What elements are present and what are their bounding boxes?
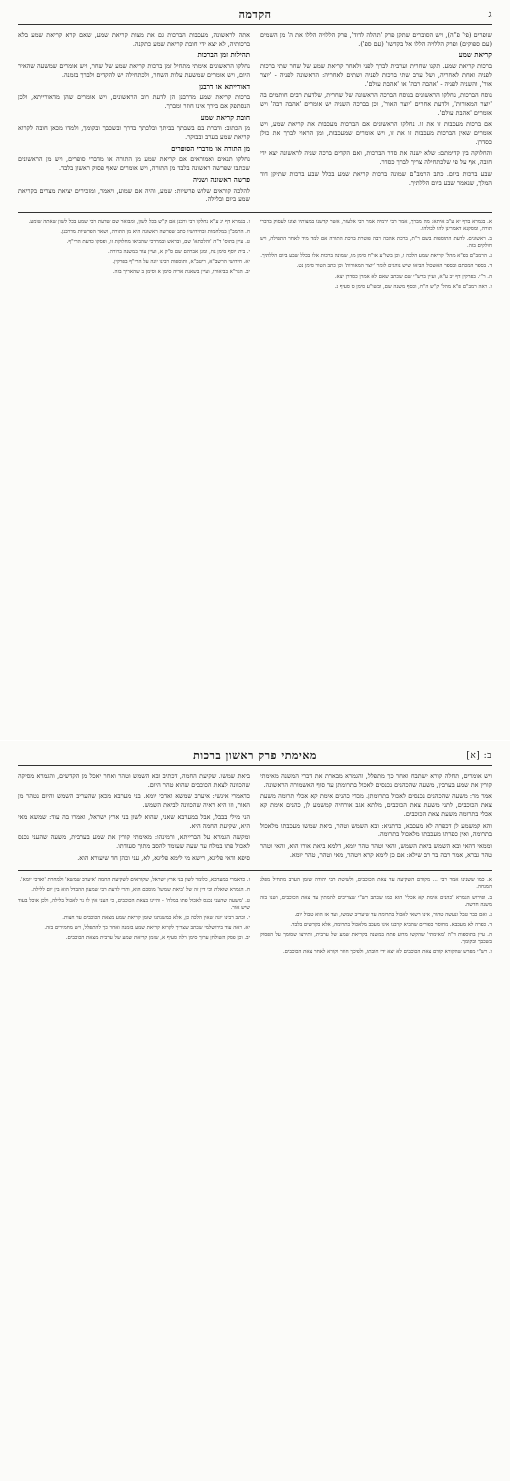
main-text-paragraph: והא קמשמע לן דכפרה לא מעכבא, כדתניא: ובא השמש וטהר, ביאת שמשו מעכבתו מלאכול בתרומה, ואין כפרתו מעכבתו מלאכול בתרומה.: [260, 821, 492, 839]
bottom-notes-col-left: [18, 877, 250, 959]
main-text-heading: תהילות זמן הברכות: [197, 50, 250, 60]
main-text-paragraph: ביאת שמשו. שקיעת החמה, דכתיב ובא השמש וטהר ואחר יאכל מן הקדשים, והגמרא מסיקה שהכוונה לצאת הכוכבים שהוא טהר היום.: [18, 772, 250, 789]
main-text-heading: מן התורה או מדברי הסופרים: [171, 143, 250, 153]
main-text-paragraph: ברכות קריאת שמע. תקנו שחרית וערבית לברך לפני ולאחר קריאת שמע של שחר שתי ברכות לפניה ואחת לאחריה, ושל ערב שתי ברכות לפניה ושתים לאחריה: הראשונה לפניה - 'יוצר אור', והשניה לפניה - 'אהבה רבה' או 'אהבת עולם'.: [260, 62, 492, 88]
bottom-main-col-left: [18, 772, 250, 865]
main-text-paragraph: ברכות קריאת שמע מדרבנן הן לדעת רוב הראשונים, ויש אומרים שהן מדאורייתא, ולכן הנסתפק אם בירך אינו חוזר ומברך.: [18, 93, 250, 110]
bottom-page: [0, 741, 510, 1481]
main-text-paragraph: ויש אומרים, תחלה קורא ישתבח ואחר כך מתפלל, והגמרא מבארת את דברי המשנה מאימתי קורין את שמע בערבין, משעה שהכהנים נכנסים לאכול בתרומתן עד סוף האשמורה הראשונה.: [260, 772, 492, 789]
footnote-paragraph: ז. בגמרא דף יג ע"א נחלקו רבי ורבנן אם ק"ש בכל לשון, ומבואר שם שדעת רבי שמע בכל לשון שאתה שומע.: [28, 218, 250, 225]
footnote-paragraph: ב. ופירוש הגמרא 'כהנים אימת קא אכלי' הוא כמו שכתב רש"י שצריכים להמתין עד צאת הכוכבים, ושנו בזה משנה חדשה.: [260, 894, 492, 908]
main-text-paragraph: כדאמרי אינשי: איערב שמשא ואדכי יומא. בני מערבא מכאן שהעריב השמש והיום נטהר מן האור, וזו היא ראיה שהכוונה לביאת השמש.: [18, 792, 250, 810]
main-text-paragraph: מן הכתוב: ודברת בם בשבתך בביתך ובלכתך בדרך ובשכבך ובקומך, ולמדו מכאן חובה לקרוא קריאת שמע בערב ובבוקר.: [18, 124, 250, 142]
footnote-paragraph: י. וכתב רבינו יונה שאין הלכה כן, אלא כמשנתנו שזמן קריאת שמע מצאת הכוכבים עד חצות.: [62, 914, 250, 921]
bottom-notes-columns: [18, 877, 492, 959]
footnote-paragraph: ג. הרמב"ם בפ"א מהל' קריאת שמע הלכה ו, וכן בשו"ע או"ח סימן מו, שמונה ברכות אלו בכלל שבע ביום הללתיך.: [260, 253, 492, 260]
main-text-paragraph: אם ברכות מעכבות זו את זו. נחלקו הראשונים אם הברכות מעכבות את קריאת שמע, ויש אומרים שאין הברכות מעכבות זו את זו, ויש אומרים שמעכבות, ומן הראוי לברך את כולן כסדרן.: [260, 120, 492, 146]
top-main-col-left: [18, 31, 250, 207]
main-text-paragraph: והחלוקה בין קדימתם: שלא ישנה את סדר הברכות, ואם הקדים ברכה שניה לראשונה יצא ידי חובה, אף על פי שלכתחילה צריך לברך כסדר.: [260, 149, 492, 167]
bottom-running-head: [18, 745, 492, 766]
footnote-paragraph: ט. עיין בתוס' ד"ה 'והלכתא' שם, ובראש ובמרדכי שהביאו מחלוקת זו, ופסקו כדעת הרי"ף.: [66, 239, 250, 246]
bottom-page-number: ב: [א]: [466, 750, 492, 761]
top-page-number: ג: [488, 9, 492, 20]
main-text-paragraph: סיפא ודאי פליגא, רישא מי לימא פליגא, לא, עני וכהן חד שיעורא הוא.: [77, 853, 250, 862]
main-text-paragraph: ומקשה הגמרא על הברייתא, ורמינהו: מאימתי קורין את שמע בערבית, משעה שהעני נכנס לאכול פתו במלח עד שעה שעומד להסב מתוך סעודתו.: [18, 833, 250, 850]
main-text-heading: פרשה ראשונה ושניה: [193, 174, 250, 184]
top-running-head: [18, 4, 492, 25]
bottom-main-col-right: [260, 772, 492, 865]
footnote-paragraph: ה. עיין בתוספות ד"ה 'מאימתי' שהקשו מדוע פתח במשנה בקריאת שמע של ערבית, ותירצו שסומך על הפסוק בשכבך ובקומך.: [260, 931, 492, 945]
footnote-paragraph: א. כמו ששנינו אמר רבי ... מקודם השקיעה עד צאת הכוכבים, ולשיטת רבי יהודה שזמן הערב מתחיל מפלג המנחה.: [260, 877, 492, 891]
bottom-header-title: מאימתי פרק ראשון ברכות: [193, 748, 317, 762]
main-text-paragraph: נוסח הברכות, נחלקו הראשונים בנוסח הברכה הראשונה של שחרית, שלדעת רבים חותמים בה 'יוצר המאורות', ולדעת אחרים 'יוצר האור', וכן בברכה השניה יש אומרים 'אהבה רבה' ויש אומרים 'אהבת עולם'.: [260, 91, 492, 117]
footnote-paragraph: יא. ראה עוד בירושלמי שכתב שצריך לקרוא קריאת שמע בזמנה ואחר כך להתפלל, ויש מחמירים בזה.: [44, 924, 250, 931]
main-text-paragraph: אתה לראשונה, מעכבות הברכות גם את מצות קריאת שמע, שאם קרא קריאת שמע בלא ברכותיה, לא יצא ידי חובת קריאת שמע כתקנה.: [18, 31, 250, 48]
footnote-paragraph: יא. חידושי הרשב"א, ריטב"א, ותוספות רבינו יונה על הרי"ף בפרקין.: [112, 259, 250, 266]
main-text-heading: חובת קריאת שמע: [200, 112, 250, 122]
bottom-notes-col-right: [260, 877, 492, 959]
top-header-title: הקדמה: [238, 7, 272, 21]
bottom-notes-divider: [18, 870, 492, 871]
footnote-paragraph: ד. בספר המכתם ובספר האשכול הביאו שיש נוהגים לומר 'יוצר המאורות' וכן כתב הטור סימן נט.: [296, 263, 492, 270]
main-text-heading: דאורייתא או דרבנן: [199, 81, 250, 91]
footnote-paragraph: ז. כדאמרי במערבא, כלומר לשון בני ארץ ישראל, שקוראים לשקיעת החמה 'איערב שמשא' ולמחרת 'ואדכי יומא'.: [19, 877, 250, 884]
main-text-paragraph: אמר מר: משעה שהכהנים נכנסים לאכול בתרומתן. מכדי כהנים אימת קא אכלי תרומה משעת צאת הכוכבים, לתני משעת צאת הכוכבים, מלתא אגב אורחיה קמשמע לן, כהנים אימת קא אכלי בתרומה משעת צאת הכוכבים.: [260, 792, 492, 818]
footnote-paragraph: יב. וכן פסק השולחן ערוך סימן רלה סעיף א, שזמן קריאת שמע של ערבית מצאת הכוכבים.: [65, 934, 250, 941]
footnote-paragraph: ד. כפרה לא מעכבא. מחוסר כפורים שהביא קרבנו אינו מעכב מלאכול בתרומה, אלא בקדשים בלבד.: [290, 921, 492, 928]
main-text-paragraph: וממאי דהאי ובא השמש ביאת השמש, והאי וטהר טהר יומא, דלמא ביאת אורו הוא, והאי וטהר טהר גברא, אמר רבה בר רב שילא: אם כן לימא קרא ויטהר, מאי וטהר, טהר יומא.: [260, 841, 492, 859]
bottom-main-columns: [18, 772, 492, 865]
top-notes-divider: [18, 212, 492, 213]
footnote-paragraph: ג. ואם כבר טבל ונעשה טהור, אינו רשאי לאכול בתרומה עד שיעריב שמשו, ועד אז הוא טבול יום.: [294, 911, 492, 918]
main-text-paragraph: הני מילי בבבל, אבל במערבא שאני, שהוא לשון בני ארץ ישראל, ואמרו בה עוד: שמשא מאי היא, שקיעת החמה היא.: [18, 812, 250, 830]
main-text-paragraph: להלכה קוראים שלוש פרשיות: שמע, והיה אם שמוע, ויאמר, ומזכירים יציאת מצרים בקריאת שמע ביום ובלילה.: [18, 186, 250, 204]
top-main-col-right: [260, 31, 492, 207]
footnote-paragraph: א. בגמרא בדף יא ע"ב איתא: מה מברך, אמר רבי ירמיה אמר רבי אלעזר, אשר קדשנו במצותיו וצונו לעסוק בדברי תורה, ומסקנא דאמרינן להו לכולהו.: [260, 218, 492, 233]
footnote-paragraph: ח. הרמב"ן במלחמות ובחידושיו כתב שפרשה ראשונה היא מן התורה, ושאר הפרשיות מדרבנן.: [60, 229, 250, 236]
footnote-paragraph: ו. רש"י מפרש שהקורא קודם צאת הכוכבים לא יצא ידי חובתו, ולפיכך חוזר וקורא לאחר צאת הכוכבים.: [282, 949, 492, 956]
main-text-paragraph: נחלקו הראשונים אימתי מתחיל זמן ברכות קריאת שמע של שחר, ויש אומרים שמשעה שהאיר היום, ויש אומרים שמשעת עלות השחר, ולכתחילה יש להקדים ולברך בזמנה.: [18, 62, 250, 79]
footnote-paragraph: ח. הגמרא שואלת וכי דין זה של 'ביאת שמשו' מוסכם הוא, והרי לדעת רבי שמעון ההבדל הוא בין יום ללילה.: [31, 887, 250, 894]
footnote-paragraph: ו. ראה רמב"ם פ"א מהל' ק"ש ה"ח, וכסף משנה שם, ובשו"ע סימן ס סעיף ג.: [334, 283, 492, 290]
top-main-columns: [18, 31, 492, 207]
top-notes-col-right: [260, 219, 492, 294]
top-notes-columns: [18, 219, 492, 294]
footnote-paragraph: ט. 'משעה שהעני נכנס לאכול פתו במלח' - והיינו בצאת הכוכבים, כי העני אין לו נר לאכול בלילה, ולכן אוכל בעוד שיש אור.: [18, 897, 250, 911]
main-text-paragraph: שבע ברכות ביום. כתב הרמב"ם שמונה ברכות קריאת שמע בכלל שבע ברכות שתיקן דוד המלך, שנאמר שבע ביום הללתיך.: [260, 169, 492, 187]
main-text-heading: קריאת שמע: [458, 50, 492, 60]
main-text-paragraph: נחלקו תנאים ואמוראים אם קריאת שמע מן התורה או מדברי סופרים, ויש מן הראשונים שכתבו שפרשה ראשונה בלבד מן התורה, ויש אומרים שאף פסוק ראשון בלבד.: [18, 155, 250, 173]
top-notes-col-left: [18, 219, 250, 294]
footnote-paragraph: ב. ראשונים. לדעת התוספות בשם ר"ת, ברכת אהבה רבה פוטרת ברכת התורה אם למד מיד לאחר התפילה, ויש חולקים בזה.: [260, 236, 492, 250]
top-page: [0, 0, 510, 740]
footnote-paragraph: י. בית יוסף סימן נח, ומגן אברהם שם ס"ק א, ועיין עוד במשנה ברורה.: [108, 249, 250, 256]
main-text-paragraph: שופרים (פי' פ"ה), ויש הסוברים שתקן פרק 'תהלה לדוד', פרק הללויה הללו את ה' מן השמים (עם ספוקים) ופרק הללויה הללו אל בקדשו' (עם ספ').: [260, 31, 492, 48]
footnote-paragraph: ה. ר"י. בפרקין דף יב ע"א, ועיין ברש"י שם שכתב שאם לא אמרן כסדרן יצא.: [334, 273, 492, 280]
footnote-paragraph: יב. הגר"א בביאורו, ועיין בשאגת אריה סימן א וסימן ב שהאריך בזה.: [112, 269, 250, 276]
